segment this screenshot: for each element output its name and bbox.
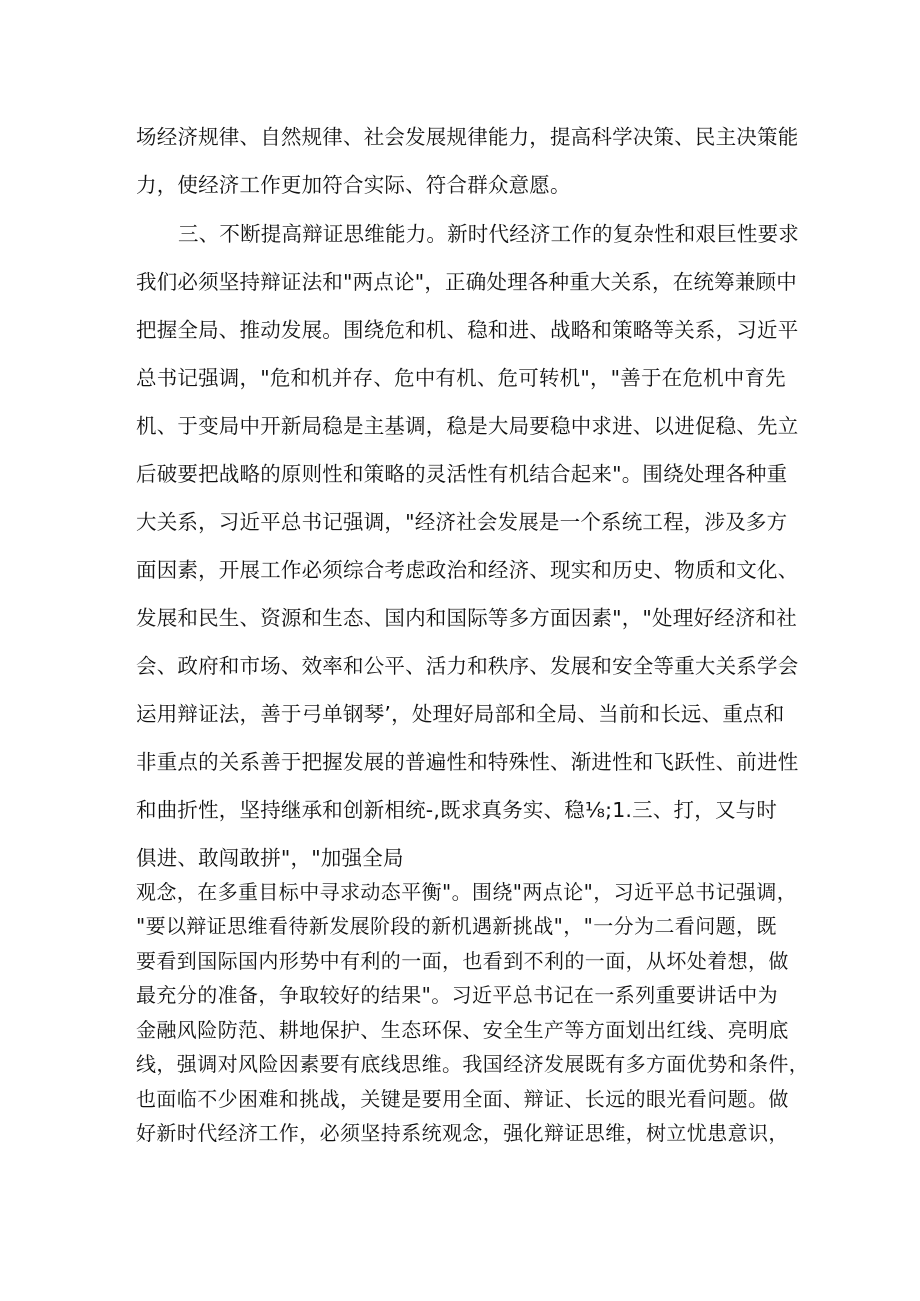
text-line: 机、于变局中开新局稳是主基调，稳是大局要稳中求进、以进促稳、先立 — [136, 414, 799, 438]
text-line: 俱进、敢闯敢拼"，"加强全局 — [136, 846, 404, 870]
text-line: 线，强调对风险因素要有底线思维。我国经济发展既有多方面优势和条件， — [136, 1052, 810, 1076]
text-line: 大关系，习近平总书记强调，"经济社会发展是一个系统工程，涉及多方 — [136, 510, 788, 534]
text-line: 力，使经济工作更加符合实际、符合群众意愿。 — [136, 173, 571, 197]
text-line: 最充分的准备，争取较好的结果"。习近平总书记在一系列重要讲话中为 — [136, 983, 778, 1007]
text-line: 后破要把战略的原则性和策略的灵活性有机结合起来"。围绕处理各种重 — [136, 462, 788, 486]
text-line: 场经济规律、自然规律、社会发展规律能力，提高科学决策、民主决策能 — [136, 125, 799, 149]
text-line: 总书记强调，"危和机并存、危中有机、危可转机"，"善于在危机中育先 — [136, 366, 786, 390]
text-line: 金融风险防范、耕地保护、生态环保、安全生产等方面划出红线、亮明底 — [136, 1018, 789, 1042]
text-line: 我们必须坚持辩证法和"两点论"，正确处理各种重大关系，在统筹兼顾中 — [136, 270, 797, 294]
text-line: 观念，在多重目标中寻求动态平衡"。围绕"两点论"，习近平总书记强调， — [136, 880, 798, 904]
text-line: "要以辩证思维看待新发展阶段的新机遇新挑战"，"一分为二看问题，既 — [136, 914, 777, 938]
text-line: 把握全局、推动发展。围绕危和机、稳和进、战略和策略等关系，习近平 — [136, 318, 799, 342]
text-line: 要看到国际国内形势中有利的一面，也看到不利的一面，从坏处着想，做 — [136, 949, 789, 973]
paragraph-start-line: 三、不断提高辩证思维能力。新时代经济工作的复杂性和艰巨性要求 — [178, 222, 799, 246]
text-line: 也面临不少困难和挑战，关键是要用全面、辩证、长远的眼光看问题。做 — [136, 1087, 789, 1111]
text-line: 和曲折性，坚持继承和创新相统-,既求真务实、稳⅛;1.三、打，又与时 — [136, 798, 778, 822]
text-line: 好新时代经济工作，必须坚持系统观念，强化辩证思维，树立忧患意识， — [136, 1121, 789, 1145]
text-line: 会、政府和市场、效率和公平、活力和秩序、发展和安全等重大关系学会 — [136, 654, 799, 678]
text-line: 发展和民生、资源和生态、国内和国际等多方面因素"，"处理好经济和社 — [136, 606, 797, 630]
text-line: 非重点的关系善于把握发展的普遍性和特殊性、渐进性和飞跃性、前进性 — [136, 750, 799, 774]
text-line: 运用辩证法，善于弓单钢琴’，处理好局部和全局、当前和长远、重点和 — [136, 702, 785, 726]
text-line: 面因素，开展工作必须综合考虑政治和经济、现实和历史、物质和文化、 — [136, 558, 799, 582]
